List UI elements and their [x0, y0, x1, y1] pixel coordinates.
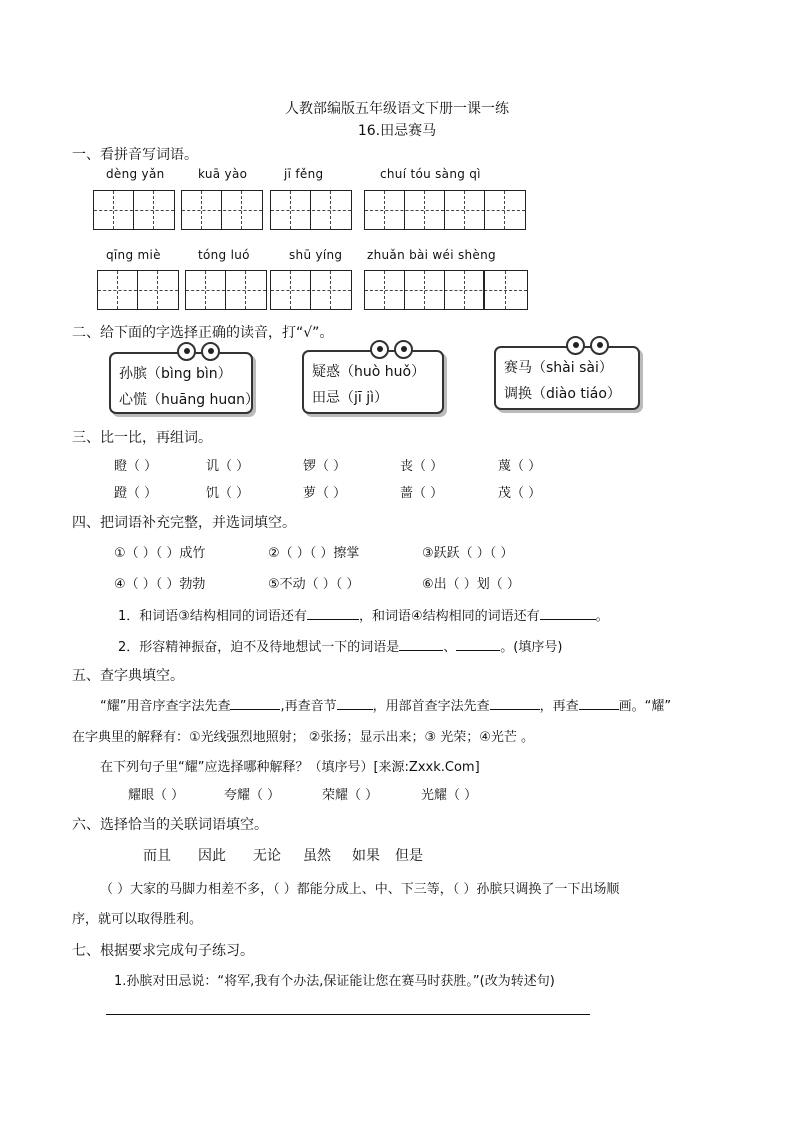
- blank-field[interactable]: [399, 638, 443, 651]
- reading-choice[interactable]: 心慌（huāng huɑn）: [119, 392, 260, 408]
- reading-choice[interactable]: 调换（diào tiáo）: [504, 386, 621, 402]
- section-5-heading: 五、查字典填空。: [72, 668, 184, 684]
- pinyin-5: qīng miè: [106, 248, 161, 262]
- reading-card-1: [109, 352, 260, 414]
- compare-item[interactable]: 蔑（ ）: [498, 459, 542, 474]
- compare-item[interactable]: 茂（ ）: [498, 486, 542, 501]
- section-1-heading: 一、看拼音写词语。: [72, 147, 198, 163]
- section-4-heading: 四、把词语补充完整，并选词填空。: [72, 515, 296, 531]
- idiom-item[interactable]: ①（ ）（ ）成竹: [114, 546, 206, 561]
- blank-field[interactable]: [540, 607, 596, 620]
- writing-grid-5[interactable]: [97, 270, 179, 310]
- pinyin-7: shū yíng: [289, 248, 343, 262]
- answer-line[interactable]: [106, 1014, 590, 1015]
- connective-word: 虽然: [303, 848, 331, 864]
- compare-item[interactable]: 锣（ ）: [303, 459, 347, 474]
- eyes-icon: [566, 336, 614, 358]
- dictionary-line-2: 在字典里的解释有：①光线强烈地照射； ②张扬；显示出来；③ 光荣；④光芒 。: [72, 730, 535, 745]
- section-7-heading: 七、根据要求完成句子练习。: [72, 943, 254, 959]
- writing-grid-4[interactable]: [364, 190, 526, 230]
- idiom-item[interactable]: ④（ ）（ ）勃勃: [114, 577, 206, 592]
- blank-field[interactable]: [579, 697, 619, 710]
- reading-choice[interactable]: 孙膑（bìng bìn）: [119, 366, 232, 382]
- pinyin-8: zhuǎn bài wéi shèng: [367, 248, 496, 262]
- eyes-icon: [370, 340, 418, 362]
- writing-grid-3[interactable]: [270, 190, 352, 230]
- pinyin-6: tóng luó: [198, 248, 250, 262]
- writing-grid-2[interactable]: [181, 190, 263, 230]
- section-6-heading: 六、选择恰当的关联词语填空。: [72, 817, 268, 833]
- compare-item[interactable]: 讥（ ）: [206, 459, 250, 474]
- meaning-choice[interactable]: 光耀（ ）: [421, 788, 478, 803]
- idiom-item[interactable]: ⑤不动（ ）（ ）: [268, 577, 360, 592]
- blank-field[interactable]: [307, 607, 359, 620]
- dictionary-line-1: “耀”用音序查字法先查 ,再查音节 ，用部首查字法先查 ，再查 画。“耀”: [100, 699, 672, 714]
- reading-choice[interactable]: 疑惑（huò huǒ）: [312, 364, 426, 380]
- pinyin-3: jī fěng: [284, 167, 324, 181]
- eyes-icon: [177, 342, 225, 364]
- compare-item[interactable]: 蹬（ ）: [114, 486, 158, 501]
- paragraph-line-2: 序，就可以取得胜利。: [72, 912, 203, 927]
- writing-grid-6[interactable]: [185, 270, 267, 310]
- meaning-choice[interactable]: 耀眼（ ）: [128, 788, 185, 803]
- lesson-title: 16.田忌赛马: [357, 123, 437, 139]
- connective-word: 因此: [198, 848, 226, 864]
- meaning-choice[interactable]: 荣耀（ ）: [322, 788, 379, 803]
- meaning-choice[interactable]: 夸耀（ ）: [224, 788, 281, 803]
- paragraph-line-1: （ ）大家的马脚力相差不多，（ ）都能分成上、中、下三等，（ ）孙膑只调换了一下出场顺: [100, 882, 620, 897]
- blank-field[interactable]: [490, 697, 540, 710]
- pinyin-4: chuí tóu sàng qì: [380, 167, 481, 181]
- writing-grid-7[interactable]: [270, 270, 352, 310]
- writing-grid-8[interactable]: [364, 270, 528, 310]
- reading-card-2: [302, 350, 444, 414]
- blank-field[interactable]: [456, 638, 500, 651]
- pinyin-1: dèng yǎn: [106, 167, 165, 181]
- compare-item[interactable]: 蔷（ ）: [400, 486, 444, 501]
- section-3-heading: 三、比一比，再组词。: [72, 430, 212, 446]
- writing-grid-1[interactable]: [93, 190, 175, 230]
- blank-field[interactable]: [337, 697, 373, 710]
- idiom-item[interactable]: ③跃跃（ ）（ ）: [422, 546, 514, 561]
- blank-field[interactable]: [230, 697, 280, 710]
- pinyin-2: kuā yào: [198, 167, 248, 181]
- section-2-heading: 二、给下面的字选择正确的读音，打“√”。: [72, 325, 334, 341]
- reading-choice[interactable]: 田忌（jī jì）: [312, 390, 389, 406]
- compare-item[interactable]: 萝（ ）: [303, 486, 347, 501]
- compare-item[interactable]: 瞪（ ）: [114, 459, 158, 474]
- connective-word: 但是: [395, 848, 423, 864]
- compare-item[interactable]: 饥（ ）: [206, 486, 250, 501]
- reading-card-3: [494, 346, 640, 410]
- document-title: 人教部编版五年级语文下册一课一练: [285, 101, 509, 117]
- connective-word: 无论: [253, 848, 281, 864]
- idiom-item[interactable]: ⑥出（ ）划（ ）: [422, 577, 520, 592]
- idiom-item[interactable]: ②（ ）（ ）擦掌: [268, 546, 360, 561]
- connective-word: 而且: [143, 848, 171, 864]
- dictionary-line-3: 在下列句子里“耀”应选择哪种解释？（填序号）[来源:Zxxk.Com]: [100, 760, 480, 775]
- sentence-task-1: 1.孙膑对田忌说：“将军,我有个办法,保证能让您在赛马时获胜。”(改为转述句): [114, 974, 555, 989]
- compare-item[interactable]: 丧（ ）: [400, 459, 444, 474]
- question-4-2: 2．形容精神振奋，迫不及待地想试一下的词语是 、 。(填序号): [118, 640, 563, 655]
- question-4-1: 1．和词语③结构相同的词语还有 ，和词语④结构相同的词语还有 。: [118, 609, 609, 624]
- connective-word: 如果: [352, 848, 380, 864]
- reading-choice[interactable]: 赛马（shài sài）: [504, 360, 613, 376]
